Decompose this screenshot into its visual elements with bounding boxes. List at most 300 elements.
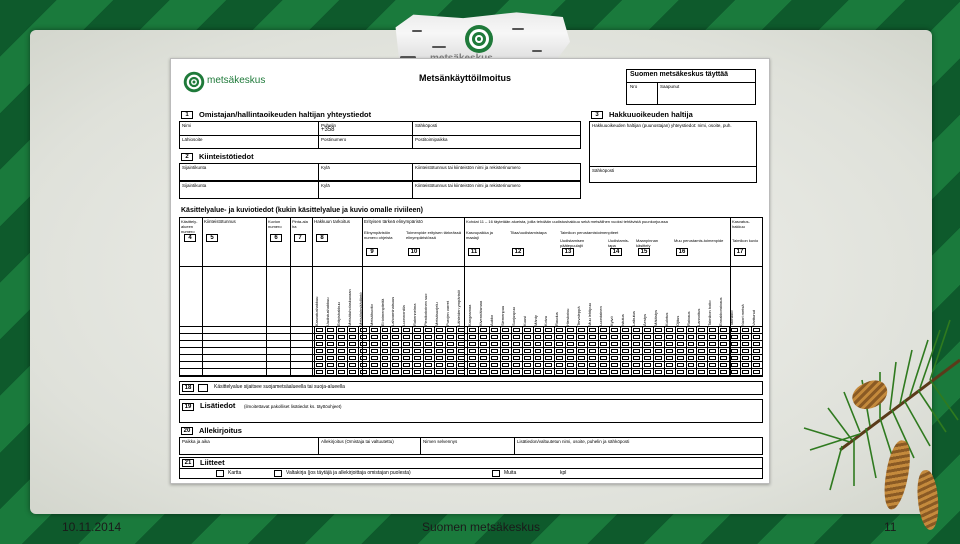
grid-checkbox[interactable]: [611, 356, 618, 360]
grid-checkbox[interactable]: [545, 328, 552, 332]
grid-checkbox[interactable]: [742, 370, 749, 374]
grid-checkbox[interactable]: [403, 363, 410, 367]
grid-checkbox[interactable]: [349, 370, 356, 374]
grid-checkbox[interactable]: [644, 370, 651, 374]
grid-checkbox[interactable]: [392, 342, 399, 346]
grid-checkbox[interactable]: [655, 356, 662, 360]
grid-checkbox[interactable]: [524, 335, 531, 339]
grid-checkbox[interactable]: [338, 363, 345, 367]
grid-checkbox[interactable]: [371, 349, 378, 353]
grid-checkbox[interactable]: [556, 349, 563, 353]
grid-checkbox[interactable]: [403, 356, 410, 360]
grid-checkbox[interactable]: [382, 356, 389, 360]
grid-checkbox[interactable]: [458, 370, 465, 374]
grid-checkbox[interactable]: [360, 356, 367, 360]
grid-checkbox[interactable]: [469, 335, 476, 339]
grid-checkbox[interactable]: [382, 335, 389, 339]
grid-checkbox[interactable]: [502, 363, 509, 367]
grid-checkbox[interactable]: [589, 328, 596, 332]
grid-checkbox[interactable]: [731, 363, 738, 367]
grid-checkbox[interactable]: [567, 370, 574, 374]
grid-checkbox[interactable]: [349, 363, 356, 367]
grid-checkbox[interactable]: [513, 328, 520, 332]
grid-checkbox[interactable]: [480, 349, 487, 353]
grid-checkbox[interactable]: [316, 342, 323, 346]
grid-checkbox[interactable]: [316, 370, 323, 374]
grid-checkbox[interactable]: [666, 349, 673, 353]
grid-checkbox[interactable]: [688, 328, 695, 332]
grid-checkbox[interactable]: [753, 335, 760, 339]
grid-checkbox[interactable]: [578, 363, 585, 367]
grid-checkbox[interactable]: [753, 356, 760, 360]
grid-checkbox[interactable]: [403, 335, 410, 339]
grid-checkbox[interactable]: [688, 356, 695, 360]
grid-checkbox[interactable]: [709, 335, 716, 339]
grid-checkbox[interactable]: [567, 342, 574, 346]
grid-checkbox[interactable]: [458, 342, 465, 346]
grid-checkbox[interactable]: [753, 328, 760, 332]
grid-checkbox[interactable]: [698, 342, 705, 346]
grid-checkbox[interactable]: [589, 349, 596, 353]
grid-checkbox[interactable]: [338, 370, 345, 374]
grid-checkbox[interactable]: [578, 356, 585, 360]
grid-checkbox[interactable]: [742, 342, 749, 346]
grid-checkbox[interactable]: [469, 328, 476, 332]
grid-checkbox[interactable]: [535, 328, 542, 332]
grid-checkbox[interactable]: [360, 342, 367, 346]
grid-checkbox[interactable]: [677, 328, 684, 332]
grid-checkbox[interactable]: [644, 328, 651, 332]
grid-checkbox[interactable]: [556, 370, 563, 374]
grid-checkbox[interactable]: [720, 370, 727, 374]
grid-checkbox[interactable]: [633, 335, 640, 339]
name-field[interactable]: Nimi: [182, 123, 191, 128]
grid-checkbox[interactable]: [720, 342, 727, 346]
grid-checkbox[interactable]: [709, 342, 716, 346]
grid-checkbox[interactable]: [403, 349, 410, 353]
grid-checkbox[interactable]: [458, 328, 465, 332]
grid-checkbox[interactable]: [589, 356, 596, 360]
grid-checkbox[interactable]: [720, 328, 727, 332]
grid-checkbox[interactable]: [655, 363, 662, 367]
grid-checkbox[interactable]: [567, 328, 574, 332]
grid-checkbox[interactable]: [436, 349, 443, 353]
grid-checkbox[interactable]: [382, 328, 389, 332]
grid-checkbox[interactable]: [316, 335, 323, 339]
grid-checkbox[interactable]: [535, 363, 542, 367]
grid-checkbox[interactable]: [655, 370, 662, 374]
grid-checkbox[interactable]: [731, 349, 738, 353]
grid-checkbox[interactable]: [611, 349, 618, 353]
grid-checkbox[interactable]: [360, 328, 367, 332]
grid-checkbox[interactable]: [698, 349, 705, 353]
grid-checkbox[interactable]: [720, 363, 727, 367]
other-checkbox[interactable]: [492, 470, 500, 477]
grid-checkbox[interactable]: [414, 335, 421, 339]
grid-checkbox[interactable]: [338, 349, 345, 353]
grid-checkbox[interactable]: [371, 328, 378, 332]
grid-checkbox[interactable]: [567, 349, 574, 353]
grid-checkbox[interactable]: [382, 349, 389, 353]
grid-checkbox[interactable]: [709, 370, 716, 374]
grid-checkbox[interactable]: [644, 335, 651, 339]
grid-checkbox[interactable]: [698, 363, 705, 367]
grid-checkbox[interactable]: [360, 370, 367, 374]
grid-checkbox[interactable]: [655, 335, 662, 339]
grid-checkbox[interactable]: [436, 370, 443, 374]
grid-checkbox[interactable]: [666, 363, 673, 367]
grid-checkbox[interactable]: [545, 335, 552, 339]
grid-checkbox[interactable]: [556, 342, 563, 346]
grid-checkbox[interactable]: [742, 356, 749, 360]
grid-checkbox[interactable]: [677, 356, 684, 360]
grid-checkbox[interactable]: [327, 342, 334, 346]
grid-checkbox[interactable]: [316, 349, 323, 353]
grid-checkbox[interactable]: [502, 328, 509, 332]
grid-checkbox[interactable]: [535, 349, 542, 353]
grid-checkbox[interactable]: [469, 342, 476, 346]
grid-checkbox[interactable]: [480, 370, 487, 374]
grid-checkbox[interactable]: [371, 356, 378, 360]
grid-checkbox[interactable]: [458, 349, 465, 353]
grid-checkbox[interactable]: [458, 356, 465, 360]
grid-checkbox[interactable]: [392, 335, 399, 339]
grid-checkbox[interactable]: [666, 335, 673, 339]
grid-checkbox[interactable]: [677, 342, 684, 346]
grid-checkbox[interactable]: [611, 370, 618, 374]
grid-checkbox[interactable]: [742, 349, 749, 353]
grid-checkbox[interactable]: [513, 363, 520, 367]
grid-checkbox[interactable]: [753, 370, 760, 374]
grid-checkbox[interactable]: [469, 356, 476, 360]
grid-checkbox[interactable]: [425, 370, 432, 374]
grid-checkbox[interactable]: [698, 328, 705, 332]
grid-checkbox[interactable]: [633, 363, 640, 367]
grid-checkbox[interactable]: [371, 335, 378, 339]
grid-checkbox[interactable]: [447, 363, 454, 367]
grid-checkbox[interactable]: [436, 328, 443, 332]
grid-checkbox[interactable]: [666, 342, 673, 346]
grid-checkbox[interactable]: [600, 349, 607, 353]
grid-checkbox[interactable]: [447, 349, 454, 353]
grid-checkbox[interactable]: [578, 370, 585, 374]
grid-checkbox[interactable]: [480, 335, 487, 339]
grid-checkbox[interactable]: [502, 349, 509, 353]
grid-checkbox[interactable]: [392, 328, 399, 332]
grid-checkbox[interactable]: [622, 363, 629, 367]
grid-checkbox[interactable]: [414, 356, 421, 360]
grid-checkbox[interactable]: [644, 356, 651, 360]
grid-checkbox[interactable]: [545, 356, 552, 360]
grid-checkbox[interactable]: [338, 335, 345, 339]
grid-checkbox[interactable]: [425, 349, 432, 353]
grid-checkbox[interactable]: [709, 363, 716, 367]
grid-checkbox[interactable]: [622, 356, 629, 360]
grid-checkbox[interactable]: [688, 363, 695, 367]
grid-checkbox[interactable]: [742, 328, 749, 332]
grid-checkbox[interactable]: [731, 356, 738, 360]
grid-checkbox[interactable]: [349, 328, 356, 332]
grid-checkbox[interactable]: [589, 342, 596, 346]
grid-checkbox[interactable]: [349, 342, 356, 346]
grid-checkbox[interactable]: [491, 363, 498, 367]
grid-checkbox[interactable]: [655, 328, 662, 332]
grid-checkbox[interactable]: [655, 342, 662, 346]
grid-checkbox[interactable]: [513, 342, 520, 346]
grid-checkbox[interactable]: [688, 370, 695, 374]
form-logo-text: metsäkeskus: [207, 75, 266, 86]
grid-checkbox[interactable]: [698, 335, 705, 339]
grid-checkbox[interactable]: [556, 328, 563, 332]
grid-checkbox[interactable]: [513, 349, 520, 353]
grid-checkbox[interactable]: [666, 328, 673, 332]
grid-checkbox[interactable]: [447, 328, 454, 332]
grid-checkbox[interactable]: [753, 349, 760, 353]
grid-checkbox[interactable]: [709, 349, 716, 353]
grid-checkbox[interactable]: [600, 363, 607, 367]
grid-checkbox[interactable]: [436, 363, 443, 367]
grid-checkbox[interactable]: [360, 349, 367, 353]
grid-checkbox[interactable]: [480, 363, 487, 367]
grid-checkbox[interactable]: [556, 363, 563, 367]
grid-checkbox[interactable]: [491, 335, 498, 339]
grid-checkbox[interactable]: [622, 328, 629, 332]
grid-checkbox[interactable]: [578, 328, 585, 332]
grid-checkbox[interactable]: [709, 356, 716, 360]
grid-checkbox[interactable]: [480, 356, 487, 360]
grid-checkbox[interactable]: [338, 356, 345, 360]
grid-checkbox[interactable]: [720, 356, 727, 360]
suoja-checkbox[interactable]: [198, 384, 208, 392]
grid-checkbox[interactable]: [414, 342, 421, 346]
grid-checkbox[interactable]: [535, 335, 542, 339]
grid-checkbox[interactable]: [502, 342, 509, 346]
grid-checkbox[interactable]: [556, 335, 563, 339]
grid-checkbox[interactable]: [349, 349, 356, 353]
grid-checkbox[interactable]: [720, 349, 727, 353]
power-of-attorney-checkbox[interactable]: [274, 470, 282, 477]
grid-checkbox[interactable]: [611, 335, 618, 339]
grid-checkbox[interactable]: [535, 342, 542, 346]
grid-checkbox[interactable]: [720, 335, 727, 339]
grid-checkbox[interactable]: [567, 335, 574, 339]
grid-checkbox[interactable]: [371, 363, 378, 367]
grid-checkbox[interactable]: [677, 370, 684, 374]
grid-checkbox[interactable]: [403, 342, 410, 346]
grid-checkbox[interactable]: [611, 342, 618, 346]
grid-checkbox[interactable]: [469, 363, 476, 367]
grid-checkbox[interactable]: [524, 370, 531, 374]
grid-checkbox[interactable]: [436, 335, 443, 339]
grid-checkbox[interactable]: [382, 363, 389, 367]
grid-checkbox[interactable]: [688, 335, 695, 339]
grid-checkbox[interactable]: [338, 328, 345, 332]
grid-checkbox[interactable]: [524, 356, 531, 360]
grid-checkbox[interactable]: [731, 342, 738, 346]
grid-checkbox[interactable]: [458, 335, 465, 339]
grid-checkbox[interactable]: [698, 356, 705, 360]
grid-checkbox[interactable]: [578, 335, 585, 339]
grid-checkbox[interactable]: [709, 328, 716, 332]
grid-checkbox[interactable]: [622, 342, 629, 346]
grid-checkbox[interactable]: [327, 328, 334, 332]
grid-checkbox[interactable]: [392, 370, 399, 374]
grid-checkbox[interactable]: [469, 349, 476, 353]
grid-checkbox[interactable]: [524, 328, 531, 332]
grid-checkbox[interactable]: [753, 363, 760, 367]
grid-checkbox[interactable]: [392, 356, 399, 360]
grid-checkbox[interactable]: [458, 363, 465, 367]
grid-checkbox[interactable]: [688, 342, 695, 346]
grid-checkbox[interactable]: [502, 335, 509, 339]
grid-checkbox[interactable]: [688, 349, 695, 353]
grid-checkbox[interactable]: [491, 328, 498, 332]
city-field[interactable]: Postitoimipaikka: [415, 137, 448, 142]
grid-checkbox[interactable]: [403, 328, 410, 332]
grid-checkbox[interactable]: [589, 370, 596, 374]
grid-checkbox[interactable]: [677, 363, 684, 367]
map-checkbox[interactable]: [216, 470, 224, 477]
grid-checkbox[interactable]: [327, 349, 334, 353]
grid-checkbox[interactable]: [567, 356, 574, 360]
grid-checkbox[interactable]: [600, 328, 607, 332]
grid-checkbox[interactable]: [611, 328, 618, 332]
grid-checkbox[interactable]: [622, 370, 629, 374]
phone-field[interactable]: Puhelin: [321, 123, 337, 128]
grid-checkbox[interactable]: [742, 363, 749, 367]
postcode-field[interactable]: Postinumero: [321, 137, 347, 142]
grid-checkbox[interactable]: [414, 349, 421, 353]
grid-checkbox[interactable]: [447, 335, 454, 339]
grid-checkbox[interactable]: [545, 349, 552, 353]
grid-checkbox[interactable]: [633, 342, 640, 346]
grid-checkbox[interactable]: [600, 370, 607, 374]
grid-checkbox[interactable]: [436, 342, 443, 346]
grid-checkbox[interactable]: [524, 342, 531, 346]
grid-checkbox[interactable]: [392, 363, 399, 367]
grid-checkbox[interactable]: [327, 335, 334, 339]
grid-checkbox[interactable]: [677, 335, 684, 339]
grid-checkbox[interactable]: [403, 370, 410, 374]
grid-checkbox[interactable]: [414, 363, 421, 367]
grid-checkbox[interactable]: [611, 363, 618, 367]
grid-checkbox[interactable]: [425, 335, 432, 339]
grid-checkbox[interactable]: [349, 356, 356, 360]
grid-checkbox[interactable]: [633, 356, 640, 360]
grid-checkbox[interactable]: [600, 342, 607, 346]
column-label: Raudus: [554, 312, 560, 326]
email-field[interactable]: Sähköposti: [415, 123, 438, 128]
grid-checkbox[interactable]: [655, 349, 662, 353]
grid-checkbox[interactable]: [382, 342, 389, 346]
grid-checkbox[interactable]: [491, 342, 498, 346]
grid-checkbox[interactable]: [666, 356, 673, 360]
grid-checkbox[interactable]: [338, 342, 345, 346]
grid-checkbox[interactable]: [545, 342, 552, 346]
column-label: Äestys: [641, 313, 647, 326]
grid-checkbox[interactable]: [360, 335, 367, 339]
grid-checkbox[interactable]: [524, 363, 531, 367]
grid-checkbox[interactable]: [677, 349, 684, 353]
grid-checkbox[interactable]: [447, 342, 454, 346]
grid-checkbox[interactable]: [666, 370, 673, 374]
grid-checkbox[interactable]: [469, 370, 476, 374]
grid-checkbox[interactable]: [425, 363, 432, 367]
grid-checkbox[interactable]: [491, 370, 498, 374]
grid-checkbox[interactable]: [349, 335, 356, 339]
grid-checkbox[interactable]: [414, 370, 421, 374]
grid-checkbox[interactable]: [535, 370, 542, 374]
grid-checkbox[interactable]: [371, 342, 378, 346]
grid-checkbox[interactable]: [589, 363, 596, 367]
grid-checkbox[interactable]: [622, 349, 629, 353]
grid-checkbox[interactable]: [698, 370, 705, 374]
grid-checkbox[interactable]: [644, 349, 651, 353]
grid-checkbox[interactable]: [600, 335, 607, 339]
grid-checkbox[interactable]: [327, 356, 334, 360]
grid-checkbox[interactable]: [480, 342, 487, 346]
grid-checkbox[interactable]: [327, 370, 334, 374]
street-field[interactable]: Lähiosoite: [182, 137, 203, 142]
grid-checkbox[interactable]: [316, 363, 323, 367]
grid-checkbox[interactable]: [589, 335, 596, 339]
grid-checkbox[interactable]: [731, 328, 738, 332]
grid-checkbox[interactable]: [371, 370, 378, 374]
grid-checkbox[interactable]: [731, 335, 738, 339]
grid-checkbox[interactable]: [316, 328, 323, 332]
grid-checkbox[interactable]: [545, 370, 552, 374]
grid-checkbox[interactable]: [556, 356, 563, 360]
grid-checkbox[interactable]: [491, 349, 498, 353]
grid-checkbox[interactable]: [567, 363, 574, 367]
grid-checkbox[interactable]: [633, 349, 640, 353]
grid-checkbox[interactable]: [633, 370, 640, 374]
grid-checkbox[interactable]: [436, 356, 443, 360]
grid-checkbox[interactable]: [513, 370, 520, 374]
grid-checkbox[interactable]: [480, 328, 487, 332]
grid-checkbox[interactable]: [316, 356, 323, 360]
grid-checkbox[interactable]: [502, 370, 509, 374]
grid-checkbox[interactable]: [600, 356, 607, 360]
grid-checkbox[interactable]: [502, 356, 509, 360]
grid-checkbox[interactable]: [578, 349, 585, 353]
grid-checkbox[interactable]: [425, 328, 432, 332]
grid-checkbox[interactable]: [392, 349, 399, 353]
grid-checkbox[interactable]: [327, 363, 334, 367]
grid-checkbox[interactable]: [491, 356, 498, 360]
grid-checkbox[interactable]: [360, 363, 367, 367]
grid-checkbox[interactable]: [644, 342, 651, 346]
grid-checkbox[interactable]: [644, 363, 651, 367]
grid-checkbox[interactable]: [753, 342, 760, 346]
grid-checkbox[interactable]: [742, 335, 749, 339]
grid-checkbox[interactable]: [513, 356, 520, 360]
grid-checkbox[interactable]: [425, 356, 432, 360]
grid-checkbox[interactable]: [447, 370, 454, 374]
grid-checkbox[interactable]: [524, 349, 531, 353]
grid-checkbox[interactable]: [545, 363, 552, 367]
grid-checkbox[interactable]: [382, 370, 389, 374]
grid-checkbox[interactable]: [578, 342, 585, 346]
grid-checkbox[interactable]: [425, 342, 432, 346]
grid-checkbox[interactable]: [414, 328, 421, 332]
grid-checkbox[interactable]: [633, 328, 640, 332]
grid-checkbox[interactable]: [622, 335, 629, 339]
grid-checkbox[interactable]: [535, 356, 542, 360]
grid-checkbox[interactable]: [513, 335, 520, 339]
grid-checkbox[interactable]: [731, 370, 738, 374]
grid-checkbox[interactable]: [447, 356, 454, 360]
